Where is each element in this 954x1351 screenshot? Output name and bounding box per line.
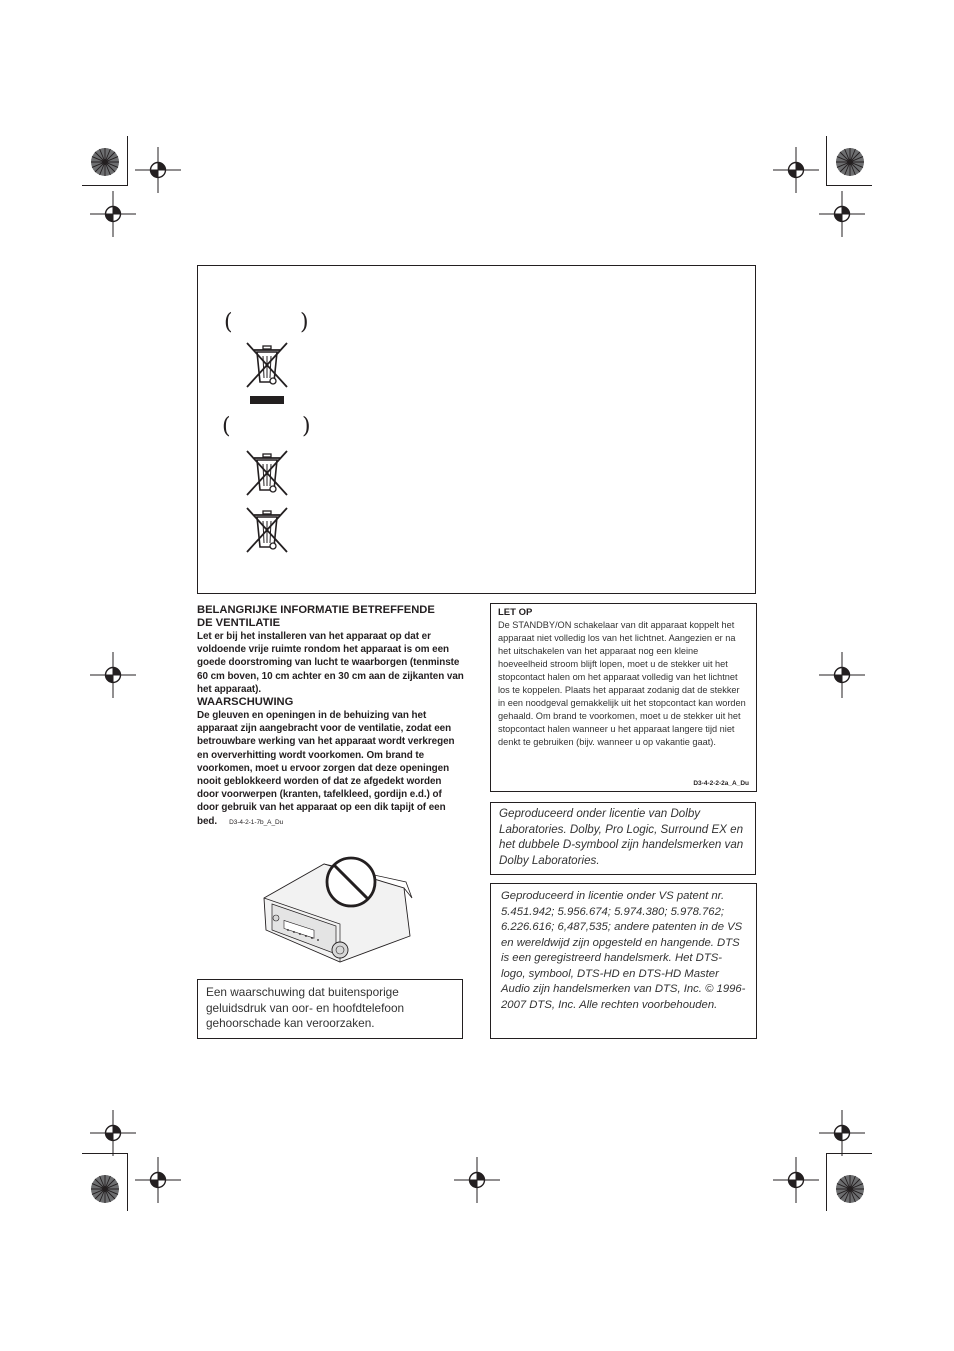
registration-mark-icon (90, 1110, 136, 1156)
dolby-license-text: Geproduceerd onder licentie van Dolby Laboratories. Dolby, Pro Logic, Surround EX en het dubbele D-symbool zijn handelsmerken van Dolby Laboratories. (499, 807, 744, 867)
bracket-left: ( (222, 414, 231, 439)
bracket-right: ) (302, 414, 311, 439)
dts-license-text: Geproduceerd in licentie onder VS patent nr. 5.451.942; 5.956.674; 5.974.380; 5.978.762; 6.226.616; 6,487,535; andere patenten in de VS en wereldwijd zijn opgesteld en hangende. DTS is een geregistreerd handelsmerk. Het DTS-logo, symbool, DTS-HD en DTS-HD Master Audio zijn handelsmerken van DTS, Inc. © 1996-2007 DTS, Inc. Alle rechten voorbehouden. (501, 890, 746, 1011)
sunburst-mark-icon (835, 1174, 865, 1204)
registration-mark-icon (135, 1157, 181, 1203)
registration-mark-icon (819, 1110, 865, 1156)
document-code: D3-4-2-1-7b_A_Du (229, 818, 284, 826)
warning-body: De gleuven en openingen in de behuizing van het apparaat zijn aangebracht voor de ventilatie, zodat een betrouwbare werking van het apparaat wordt verkregen en oververhitting wordt voorkomen. Om brand te voorkomen, moet u ervoor zorgen dat deze openingen nooit geblokkeerd worden of dat ze afgedekt worden door voorwerpen (kranten, tafelkleed, gordijn e.d.) of door gebruik van het apparaat op een dik tapijt of een bed. D3-4-2-1-7b_A_Du (197, 710, 455, 827)
sound-pressure-warning-box (197, 979, 463, 1039)
ventilation-body: Let er bij het installeren van het apparaat op dat er voldoende vrije ruimte rondom het apparaat is om een goede doorstroming van lucht te waarborgen (tenminste 60 cm boven, 10 cm achter en 30 cm aan de zijkanten van het apparaat). (197, 631, 464, 695)
registration-mark-icon (90, 191, 136, 237)
warning-heading: WAARSCHUWING (197, 696, 294, 709)
black-bar (250, 396, 284, 404)
sound-pressure-warning-text: Een waarschuwing dat buitensporige geluidsdruk van oor- en hoofdtelefoon gehoorschade kan veroorzaken. (206, 985, 405, 1030)
caution-box (490, 603, 757, 792)
crossed-out-bin-icon (244, 340, 290, 390)
dolby-license-box (490, 802, 756, 875)
caution-heading: LET OP (498, 607, 533, 618)
crossed-out-bin-icon (244, 505, 290, 555)
registration-mark-icon (773, 147, 819, 193)
registration-mark-icon (819, 652, 865, 698)
dts-license-box (490, 883, 757, 1039)
registration-mark-icon (819, 191, 865, 237)
registration-mark-icon (135, 147, 181, 193)
registration-mark-icon (454, 1157, 500, 1203)
crossed-out-bin-icon (244, 448, 290, 498)
receiver-covered-illustration (258, 852, 416, 970)
caution-body: De STANDBY/ON schakelaar van dit apparaat koppelt het apparaat niet volledig los van het lichtnet. Aangezien er na het uitschakelen van het apparaat nog een kleine hoeveelheid stroom blijft lopen, moet u de stekker uit het stopcontact halen om het apparaat volledig van het lichtnet los te koppelen. Plaats het apparaat zodanig dat de stekker in een noodgeval gemakkelijk uit het stopcontact kan worden gehaald. Om brand te voorkomen, moet u de stekker uit het stopcontact halen wanneer u het apparaat langere tijd niet denkt te gebruiken (bijv. wanneer u op vakantie gaat). (498, 620, 746, 747)
ventilation-heading: BELANGRIJKE INFORMATIE BETREFFENDE DE VENTILATIE (197, 604, 435, 629)
registration-mark-icon (90, 652, 136, 698)
registration-mark-icon (773, 1157, 819, 1203)
sunburst-mark-icon (835, 147, 865, 177)
ventilation-section (197, 604, 465, 829)
bracket-right: ) (300, 310, 309, 335)
caution-code: D3-4-2-2-2a_A_Du (693, 780, 749, 787)
sunburst-mark-icon (90, 1174, 120, 1204)
bracket-left: ( (224, 310, 233, 335)
sunburst-mark-icon (90, 147, 120, 177)
